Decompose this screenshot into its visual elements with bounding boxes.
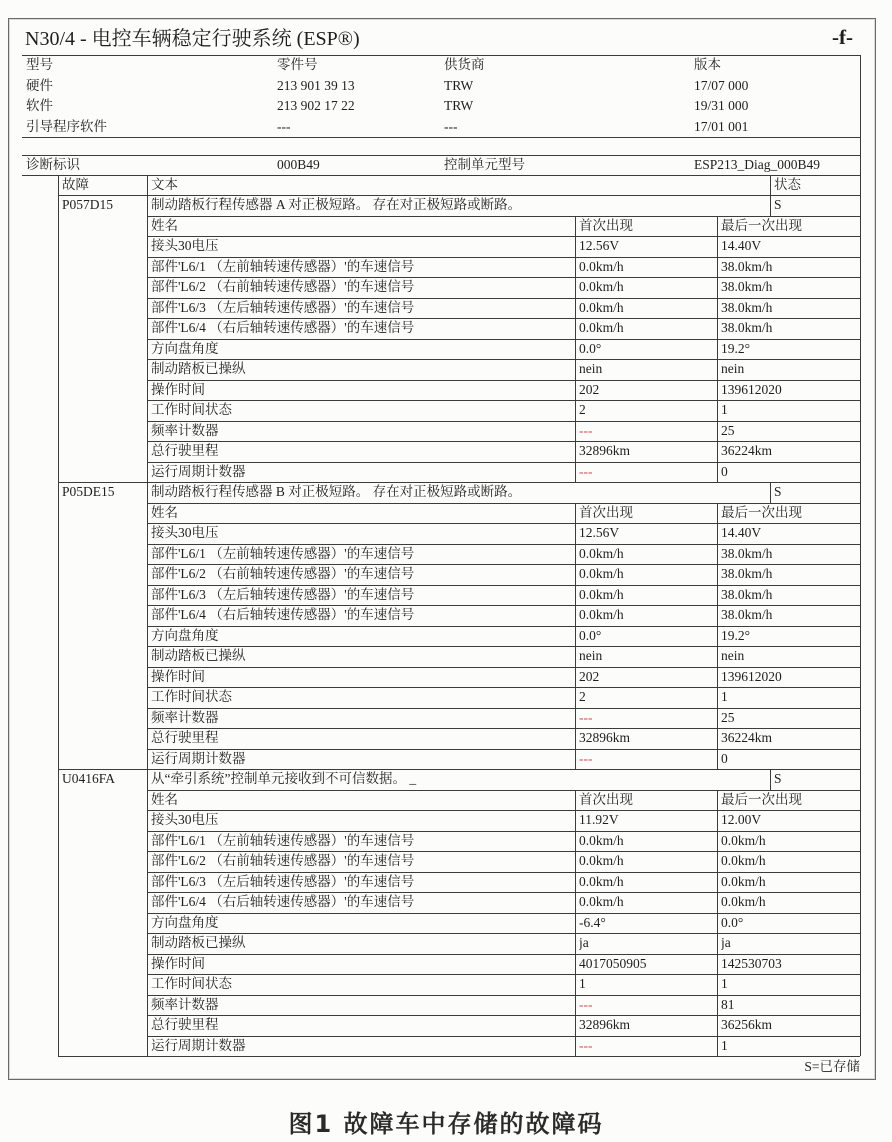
env-name: 部件'L6/1 （左前轴转速传感器）'的车速信号 <box>151 545 415 561</box>
env-last-value: 14.40V <box>721 238 762 254</box>
env-last-value: nein <box>721 648 745 664</box>
table-column-rule <box>860 55 861 1056</box>
env-last-value: 14.40V <box>721 525 762 541</box>
env-name: 方向盘角度 <box>151 627 219 643</box>
table-column-rule <box>770 175 771 195</box>
unit-type-label: 控制单元型号 <box>444 157 525 172</box>
env-first-value: 32896km <box>579 443 631 459</box>
env-name: 运行周期计数器 <box>151 750 246 766</box>
env-name: 运行周期计数器 <box>151 463 246 479</box>
env-last-value: 0.0km/h <box>721 853 766 869</box>
env-name: 部件'L6/3 （左后轴转速传感器）'的车速信号 <box>151 299 415 315</box>
table-column-rule <box>717 503 718 769</box>
env-first-value: 0.0km/h <box>579 873 624 889</box>
env-name: 方向盘角度 <box>151 340 219 356</box>
env-header-name: 姓名 <box>151 217 178 233</box>
info-row-version: 17/07 000 <box>694 77 749 93</box>
env-last-value: 1 <box>721 1037 728 1053</box>
env-header-last-occurrence: 最后一次出现 <box>721 217 802 233</box>
env-last-value: 139612020 <box>721 668 782 684</box>
fault-code: P05DE15 <box>62 484 115 500</box>
table-column-rule <box>717 790 718 1056</box>
env-name: 制动踏板已操纵 <box>151 935 246 951</box>
env-header-last-occurrence: 最后一次出现 <box>721 791 802 807</box>
diagnosis-label: 诊断标识 <box>26 157 80 172</box>
env-name: 工作时间状态 <box>151 689 232 705</box>
env-first-value: 32896km <box>579 1017 631 1033</box>
env-name: 接头30电压 <box>151 525 219 541</box>
env-last-value: ja <box>721 935 731 951</box>
env-header-first-occurrence: 首次出现 <box>579 217 633 233</box>
env-name: 操作时间 <box>151 381 205 397</box>
env-last-value: 36256km <box>721 1017 773 1033</box>
env-first-value: nein <box>579 648 603 664</box>
env-last-value: 38.0km/h <box>721 586 773 602</box>
fault-status: S <box>774 771 782 787</box>
table-column-rule <box>770 195 771 215</box>
table-column-rule <box>575 503 576 769</box>
fault-text: 制动踏板行程传感器 B 对正极短路。 存在对正极短路或断路。 <box>151 484 522 500</box>
env-name: 部件'L6/4 （右后轴转速传感器）'的车速信号 <box>151 607 415 623</box>
env-first-value: 0.0km/h <box>579 566 624 582</box>
info-row-part-number: 213 902 17 22 <box>277 98 355 113</box>
env-name: 频率计数器 <box>151 709 219 725</box>
diagnosis-value: 000B49 <box>277 157 320 172</box>
env-first-value: 0.0km/h <box>579 832 624 848</box>
env-name: 部件'L6/4 （右后轴转速传感器）'的车速信号 <box>151 320 415 336</box>
fault-status: S <box>774 484 782 500</box>
info-row-part-number: --- <box>277 118 291 134</box>
env-first-value: --- <box>579 750 593 766</box>
env-last-value: nein <box>721 361 745 377</box>
env-header-first-occurrence: 首次出现 <box>579 791 633 807</box>
env-first-value: 0.0km/h <box>579 853 624 869</box>
env-first-value: --- <box>579 1037 593 1053</box>
env-name: 接头30电压 <box>151 238 219 254</box>
env-name: 部件'L6/1 （左前轴转速传感器）'的车速信号 <box>151 832 415 848</box>
env-name: 操作时间 <box>151 668 205 684</box>
env-first-value: 0.0km/h <box>579 607 624 623</box>
info-row-supplier: TRW <box>444 98 474 113</box>
env-name: 总行驶里程 <box>151 443 219 459</box>
env-first-value: 0.0km/h <box>579 279 624 295</box>
env-name: 总行驶里程 <box>151 730 219 746</box>
env-name: 制动踏板已操纵 <box>151 361 246 377</box>
env-first-value: 0.0km/h <box>579 258 624 274</box>
env-first-value: --- <box>579 422 593 438</box>
env-last-value: 38.0km/h <box>721 607 773 623</box>
info-header-supplier: 供货商 <box>444 57 485 72</box>
info-header-model: 型号 <box>26 57 53 72</box>
env-last-value: 19.2° <box>721 627 751 643</box>
env-first-value: --- <box>579 709 593 725</box>
env-last-value: 0 <box>721 463 728 479</box>
env-last-value: 38.0km/h <box>721 258 773 274</box>
info-row-version: 19/31 000 <box>694 98 749 113</box>
table-column-rule <box>575 790 576 1056</box>
env-name: 部件'L6/2 （右前轴转速传感器）'的车速信号 <box>151 853 415 869</box>
env-name: 部件'L6/3 （左后轴转速传感器）'的车速信号 <box>151 873 415 889</box>
table-row-rule <box>58 1056 860 1057</box>
fault-text: 制动踏板行程传感器 A 对正极短路。 存在对正极短路或断路。 <box>151 197 522 213</box>
table-column-rule <box>575 216 576 482</box>
env-last-value: 38.0km/h <box>721 545 773 561</box>
env-first-value: 4017050905 <box>579 955 647 971</box>
env-header-name: 姓名 <box>151 504 178 520</box>
env-first-value: 1 <box>579 976 586 992</box>
info-row-label: 引导程序软件 <box>26 118 107 134</box>
fault-code: P057D15 <box>62 197 114 213</box>
column-header-status: 状态 <box>774 177 801 192</box>
env-name: 接头30电压 <box>151 812 219 828</box>
table-column-rule <box>58 175 59 1056</box>
env-header-first-occurrence: 首次出现 <box>579 504 633 520</box>
env-first-value: 0.0km/h <box>579 894 624 910</box>
env-first-value: 0.0° <box>579 627 602 643</box>
env-first-value: ja <box>579 935 589 951</box>
env-last-value: 19.2° <box>721 340 751 356</box>
env-last-value: 0.0km/h <box>721 894 766 910</box>
fault-text: 从“牵引系统”控制单元接收到不可信数据。 _ <box>151 771 417 787</box>
env-last-value: 0.0km/h <box>721 873 766 889</box>
info-header-version: 版本 <box>694 57 721 72</box>
info-row-version: 17/01 001 <box>694 118 749 134</box>
table-column-rule <box>770 769 771 789</box>
env-first-value: 32896km <box>579 730 631 746</box>
env-last-value: 25 <box>721 422 735 438</box>
env-first-value: 202 <box>579 668 600 684</box>
env-last-value: 142530703 <box>721 955 782 971</box>
env-first-value: nein <box>579 361 603 377</box>
info-row-part-number: 213 901 39 13 <box>277 77 355 93</box>
env-first-value: 2 <box>579 689 586 705</box>
env-first-value: 12.56V <box>579 525 620 541</box>
env-name: 频率计数器 <box>151 422 219 438</box>
info-header-part-number: 零件号 <box>277 57 318 72</box>
env-name: 制动踏板已操纵 <box>151 648 246 664</box>
fault-code: U0416FA <box>62 771 116 787</box>
env-name: 部件'L6/1 （左前轴转速传感器）'的车速信号 <box>151 258 415 274</box>
env-first-value: -6.4° <box>579 914 606 930</box>
env-last-value: 0.0km/h <box>721 832 766 848</box>
env-last-value: 12.00V <box>721 812 762 828</box>
info-row-label: 硬件 <box>26 77 53 93</box>
env-first-value: --- <box>579 463 593 479</box>
env-last-value: 36224km <box>721 730 773 746</box>
column-header-text: 文本 <box>151 177 178 192</box>
info-row-supplier: TRW <box>444 77 474 93</box>
env-name: 运行周期计数器 <box>151 1037 246 1053</box>
env-name: 部件'L6/2 （右前轴转速传感器）'的车速信号 <box>151 566 415 582</box>
brand-logo: -f- <box>832 25 853 49</box>
env-name: 工作时间状态 <box>151 402 232 418</box>
figure-caption: 图1 故障车中存储的故障码 <box>288 1110 604 1138</box>
env-first-value: 12.56V <box>579 238 620 254</box>
env-first-value: 0.0km/h <box>579 320 624 336</box>
column-header-fault: 故障 <box>62 177 89 192</box>
env-name: 操作时间 <box>151 955 205 971</box>
env-first-value: 2 <box>579 402 586 418</box>
unit-type-value: ESP213_Diag_000B49 <box>694 157 821 172</box>
env-last-value: 0.0° <box>721 914 744 930</box>
env-name: 总行驶里程 <box>151 1017 219 1033</box>
page-title: N30/4 - 电控车辆稳定行驶系统 (ESP®) <box>25 28 360 50</box>
env-header-last-occurrence: 最后一次出现 <box>721 504 802 520</box>
env-name: 部件'L6/2 （右前轴转速传感器）'的车速信号 <box>151 279 415 295</box>
env-last-value: 1 <box>721 976 728 992</box>
env-first-value: 0.0km/h <box>579 299 624 315</box>
status-legend: S=已存储 <box>804 1059 860 1074</box>
env-last-value: 81 <box>721 996 735 1012</box>
env-name: 频率计数器 <box>151 996 219 1012</box>
env-name: 部件'L6/3 （左后轴转速传感器）'的车速信号 <box>151 586 415 602</box>
env-header-name: 姓名 <box>151 791 178 807</box>
env-last-value: 38.0km/h <box>721 320 773 336</box>
env-last-value: 25 <box>721 709 735 725</box>
table-column-rule <box>147 175 148 1056</box>
env-last-value: 38.0km/h <box>721 566 773 582</box>
env-first-value: 0.0km/h <box>579 545 624 561</box>
info-row-label: 软件 <box>26 98 53 113</box>
env-first-value: 11.92V <box>579 812 619 828</box>
env-last-value: 0 <box>721 750 728 766</box>
table-column-rule <box>717 216 718 482</box>
env-first-value: 202 <box>579 381 600 397</box>
env-first-value: --- <box>579 996 593 1012</box>
env-last-value: 38.0km/h <box>721 279 773 295</box>
env-name: 工作时间状态 <box>151 976 232 992</box>
env-name: 部件'L6/4 （右后轴转速传感器）'的车速信号 <box>151 894 415 910</box>
env-last-value: 1 <box>721 689 728 705</box>
env-first-value: 0.0° <box>579 340 602 356</box>
env-last-value: 1 <box>721 402 728 418</box>
table-column-rule <box>770 482 771 502</box>
env-name: 方向盘角度 <box>151 914 219 930</box>
fault-status: S <box>774 197 782 213</box>
env-first-value: 0.0km/h <box>579 586 624 602</box>
env-last-value: 38.0km/h <box>721 299 773 315</box>
env-last-value: 36224km <box>721 443 773 459</box>
env-last-value: 139612020 <box>721 381 782 397</box>
info-row-supplier: --- <box>444 118 458 134</box>
